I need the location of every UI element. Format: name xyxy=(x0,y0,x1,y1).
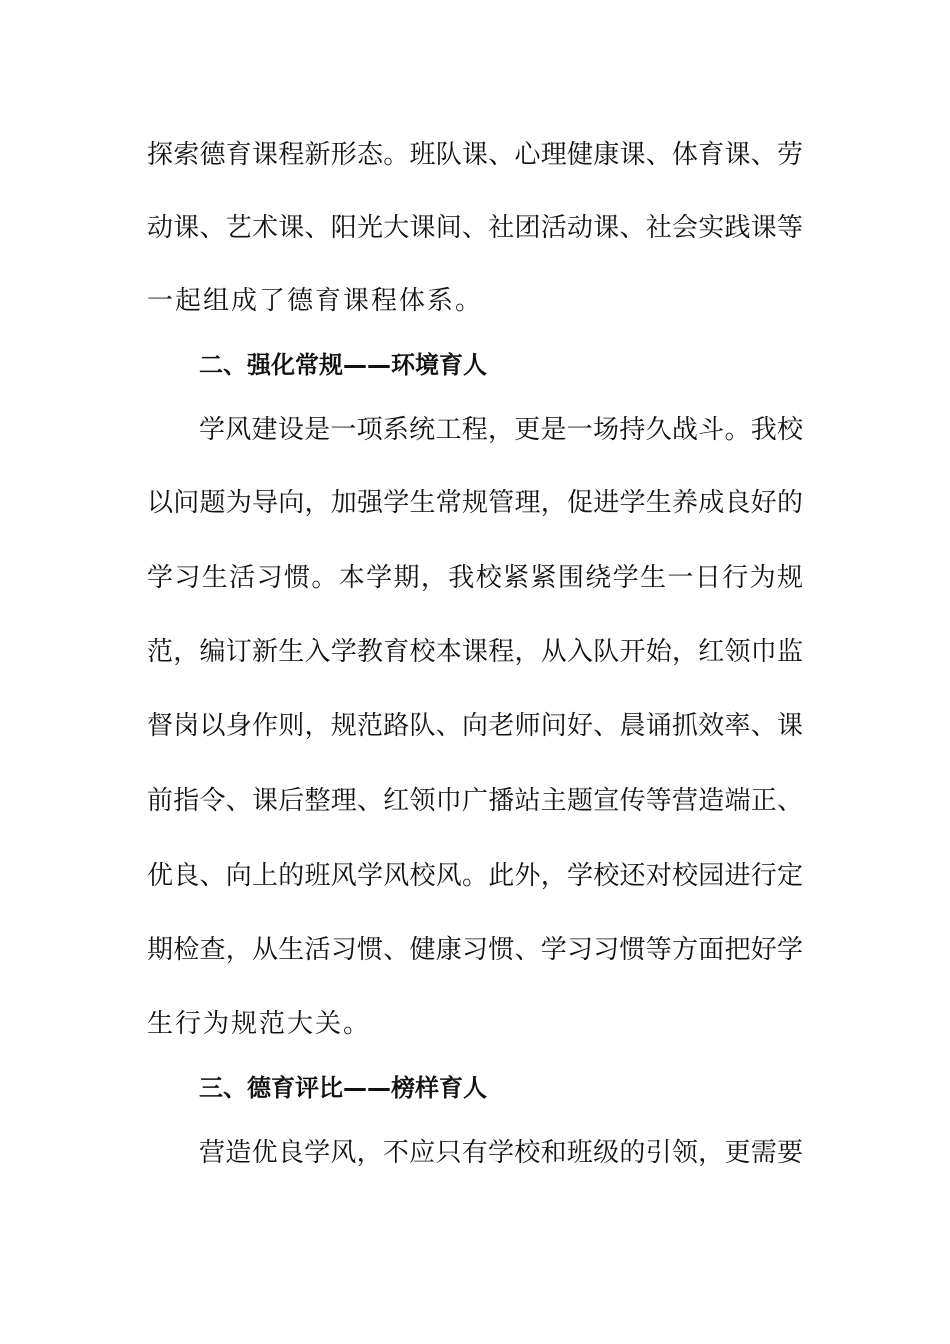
paragraph-line: 一起组成了德育课程体系。 xyxy=(147,286,484,316)
section-heading-3: 三、德育评比——榜样育人 xyxy=(199,1074,487,1102)
paragraph-line: 优良、向上的班风学风校风。此外，学校还对校园进行定 xyxy=(147,861,803,891)
paragraph-line: 范，编订新生入学教育校本课程，从入队开始，红领巾监 xyxy=(147,637,803,667)
paragraph-line: 营造优良学风，不应只有学校和班级的引领，更需要 xyxy=(199,1138,803,1168)
paragraph-line: 以问题为导向，加强学生常规管理，促进学生养成良好的 xyxy=(147,488,803,518)
paragraph-line: 督岗以身作则，规范路队、向老师问好、晨诵抓效率、课 xyxy=(147,711,803,741)
paragraph-line: 前指令、课后整理、红领巾广播站主题宣传等营造端正、 xyxy=(147,786,803,816)
paragraph-line: 学风建设是一项系统工程，更是一场持久战斗。我校 xyxy=(199,415,803,445)
section-heading-2: 二、强化常规——环境育人 xyxy=(199,351,487,379)
paragraph-line: 生行为规范大关。 xyxy=(147,1009,372,1039)
paragraph-line: 学习生活习惯。本学期，我校紧紧围绕学生一日行为规 xyxy=(147,563,803,593)
paragraph-line: 探索德育课程新形态。班队课、心理健康课、体育课、劳 xyxy=(147,140,803,170)
paragraph-line: 期检查，从生活习惯、健康习惯、学习习惯等方面把好学 xyxy=(147,935,803,965)
paragraph-line: 动课、艺术课、阳光大课间、社团活动课、社会实践课等 xyxy=(147,213,803,243)
